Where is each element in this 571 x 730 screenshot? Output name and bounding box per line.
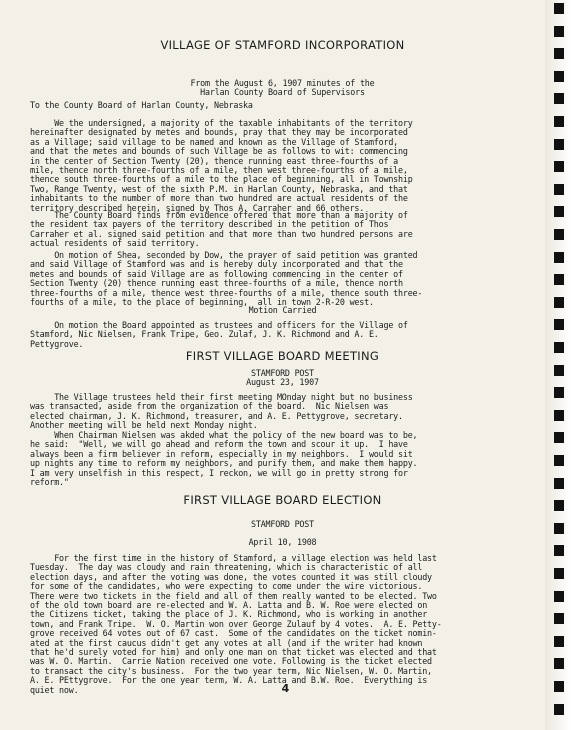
binding-hole <box>554 500 564 511</box>
text-line: We the undersigned, a majority of the taxable inhabitants of the territory <box>30 118 413 128</box>
spiral-binding <box>545 0 571 730</box>
binding-hole <box>554 116 564 127</box>
meeting-source: STAMFORD POST <box>251 368 314 378</box>
text-line: thence south three-fourths of a mile to the place of beginning, all in Township <box>30 174 413 185</box>
binding-hole <box>554 139 564 150</box>
binding-hole <box>554 545 564 556</box>
intro-line-1: From the August 6, 1907 minutes of the <box>190 78 375 88</box>
text-line: territory described herein, signed by Thos A. Carraher and 66 others. <box>30 202 365 213</box>
text-line: inhabitants to the number of more than two hundred are actual residents of the <box>30 193 408 204</box>
binding-hole <box>554 636 564 647</box>
text-line: For the first time in the history of Stamford, a village election was held last <box>30 553 437 563</box>
text-line: mile, thence north three-fourths of a mile, then west three-fourths of a mile, <box>30 165 408 176</box>
binding-hole <box>554 658 564 669</box>
board-finds-paragraph <box>30 211 530 249</box>
binding-hole <box>554 229 564 240</box>
binding-hole <box>554 26 564 37</box>
binding-hole <box>554 568 564 579</box>
text-line: and said Village of Stamford was and is hereby duly incorporated and that the <box>30 259 403 270</box>
section-heading-meeting: FIRST VILLAGE BOARD MEETING <box>185 349 380 363</box>
petition-paragraph <box>30 119 530 213</box>
text-line: election days, and after the voting was done, the votes counted it was still cloudy <box>30 571 432 582</box>
text-line: ated at the first caucus didn't get any votes at all (and if the writer had known <box>30 637 423 648</box>
binding-hole <box>554 184 564 195</box>
page-title: VILLAGE OF STAMFORD INCORPORATION <box>160 38 405 52</box>
binding-hole <box>554 48 564 59</box>
binding-hole <box>554 523 564 534</box>
binding-hole <box>554 342 564 353</box>
text-line: the Citizens ticket, taking the place of J. K. Richmond, who is working in another <box>30 609 428 620</box>
meeting-paragraph-2 <box>30 431 530 487</box>
binding-hole <box>554 252 564 263</box>
meeting-date: August 23, 1907 <box>246 377 319 387</box>
binding-hole <box>554 613 564 624</box>
text-line: When Chairman Nielsen was akded what the policy of the new board was to be, <box>30 430 418 440</box>
binding-hole <box>554 365 564 376</box>
trustees-paragraph <box>30 321 530 349</box>
binding-hole <box>554 274 564 285</box>
binding-hole <box>554 206 564 217</box>
text-line: fourths of a mile, to the place of beginning, all in town 2-R-20 west. <box>30 297 374 308</box>
text-line: hereinafter designated by metes and bounds, pray that they may be incorporated <box>30 127 408 138</box>
text-line: Tuesday. The day was cloudy and rain threatening, which is characteristic of all <box>30 562 423 573</box>
text-line: The County Board finds from evidence offered that more than a majority of <box>30 210 408 220</box>
election-date: April 10, 1908 <box>248 537 317 547</box>
election-source: STAMFORD POST <box>251 519 314 529</box>
meeting-paragraph-1 <box>30 393 530 431</box>
text-line: Section Twenty (20) thence running east three-fourths of a mile, thence north <box>30 278 403 289</box>
text-line: Two, Range Twenty, west of the sixth P.M. in Harlan County, Nebraska, and that <box>30 183 408 194</box>
text-line: There were two tickets in the field and all of them really wanted to be elected. Two <box>30 590 437 601</box>
text-line: for some of the candidates, who were expecting to come under the wire victorious. <box>30 581 423 592</box>
text-line: grove received 64 votes out of 67 cast. Some of the candidates on the ticket nomin- <box>30 628 437 639</box>
binding-hole <box>554 387 564 398</box>
text-line: the resident tax payers of the territory described in the petition of Thos <box>30 219 389 230</box>
binding-hole <box>554 478 564 489</box>
motion-carried: Motion Carried <box>248 305 317 315</box>
text-line: and that the metes and bounds of such Village be as follows to wit: commencing <box>30 146 408 157</box>
text-line: was W. O. Martin. Carrie Nation received one vote. Following is the ticket elected <box>30 656 432 667</box>
text-line: of the old town board are re-elected and W. A. Latta and B. W. Roe were elected on <box>30 600 428 611</box>
binding-hole <box>554 432 564 443</box>
binding-hole <box>554 297 564 308</box>
text-line: quiet now. <box>30 684 79 695</box>
binding-hole <box>554 319 564 330</box>
binding-hole <box>554 704 564 715</box>
binding-hole <box>554 591 564 602</box>
binding-hole <box>554 455 564 466</box>
text-line: I am very unselfish in this respect, I reckon, we will go in pretty strong for <box>30 467 408 478</box>
text-line: elected chairman, J. K. Richmond, treasurer, and A. E. Pettygrove, secretary. <box>30 410 403 421</box>
text-line: town, and Frank Tripe. W. O. Martin won over George Zulauf by 4 votes. A. E. Petty- <box>30 618 442 629</box>
text-line: Another meeting will be held next Monday night. <box>30 420 258 431</box>
text-line: reform." <box>30 477 69 488</box>
text-line: three-fourths of a mile, thence west three-fourths of a mile, thence south three- <box>30 287 423 298</box>
text-line: Carraher et al. signed said petition and that more than two hundred persons are <box>30 228 413 239</box>
text-line: On motion of Shea, seconded by Dow, the prayer of said petition was granted <box>30 250 418 260</box>
binding-hole <box>554 71 564 82</box>
text-line: The Village trustees held their first meeting MOnday night but no business <box>30 392 413 402</box>
binding-hole <box>554 3 564 14</box>
text-line: up nights any time to reform my neighbors, and purify them, and make them happy. <box>30 458 418 469</box>
salutation: To the County Board of Harlan County, Nebraska <box>30 100 253 110</box>
page-number: 4 <box>281 682 290 695</box>
text-line: in the center of Section Twenty (20), thence running east three-fourths of a <box>30 155 399 166</box>
intro-line-2: Harlan County Board of Supervisors <box>200 87 365 97</box>
text-line: that he'd surely voted for him) and only one man on that ticket was elected and that <box>30 647 437 658</box>
binding-hole <box>554 93 564 104</box>
text-line: he said: "Well, we will go ahead and reform the town and scour it up. I have <box>30 439 408 450</box>
election-paragraph <box>30 554 530 695</box>
text-line: Stamford, Nic Nielsen, Frank Tripe, Geo. Zulaf, J. K. Richmond and A. E. <box>30 329 379 340</box>
text-line: always been a firm believer in reform, especially in my neighbors. I would sit <box>30 448 413 459</box>
text-line: to transact the city's business. For the two year term, Nic Nielsen, W. O. Martin, <box>30 665 432 676</box>
text-line: actual residents of said territory. <box>30 238 200 249</box>
text-line: was transacted, aside from the organization of the board. Nic Nielsen was <box>30 401 389 412</box>
binding-hole <box>554 410 564 421</box>
binding-hole <box>554 161 564 172</box>
text-line: A. E. PEttygrove. For the one year term, W. A. Latta and B.W. Roe. Everything is <box>30 675 428 686</box>
text-line: as a Village; said village to be named and known as the Village of Stamford, <box>30 136 399 147</box>
motion-shea-paragraph <box>30 251 530 307</box>
text-line: metes and bounds of said Village are as following commencing in the center of <box>30 268 403 279</box>
section-heading-election: FIRST VILLAGE BOARD ELECTION <box>183 493 382 507</box>
text-line: Pettygrove. <box>30 338 84 349</box>
text-line: On motion the Board appointed as trustees and officers for the Village of <box>30 320 408 330</box>
